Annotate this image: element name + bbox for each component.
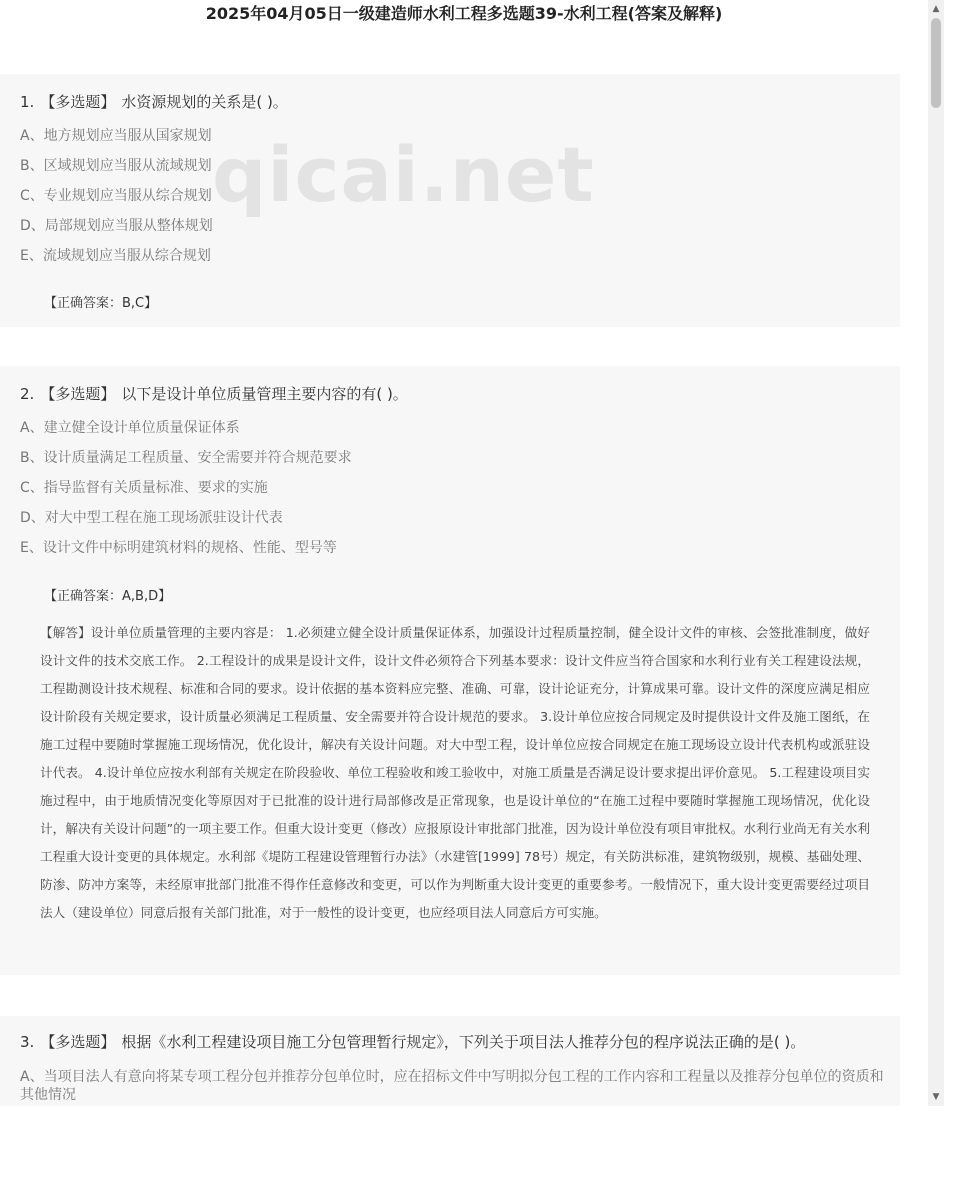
page-title: 2025年04月05日一级建造师水利工程多选题39-水利工程(答案及解释): [205, 4, 723, 23]
scrollbar-thumb[interactable]: [931, 18, 941, 108]
question-text: 以下是设计单位质量管理主要内容的有( )。: [121, 385, 408, 403]
option-b: B、设计质量满足工程质量、安全需要并符合规范要求: [20, 450, 352, 466]
question-card-2: [0, 366, 900, 975]
question-number: 3.: [20, 1033, 35, 1051]
option-c: C、专业规划应当服从综合规划: [20, 188, 212, 204]
question-type: 【多选题】: [40, 93, 116, 111]
question-number: 1.: [20, 93, 35, 111]
option-b: B、区域规划应当服从流域规划: [20, 158, 212, 174]
option-a: A、当项目法人有意向将某专项工程分包并推荐分包单位时，应在招标文件中写明拟分包工程的工作内容和工程量以及推荐分包单位的资质和其他情况: [20, 1069, 884, 1103]
correct-answer: 【正确答案：A,B,D】: [44, 589, 172, 604]
option-e: E、设计文件中标明建筑材料的规格、性能、型号等: [20, 540, 337, 556]
question-card-1: [0, 74, 900, 327]
option-d: D、对大中型工程在施工现场派驻设计代表: [20, 510, 283, 526]
scroll-up-arrow-icon[interactable]: ▲: [932, 4, 940, 14]
watermark: qicai.net: [212, 130, 595, 219]
option-e: E、流域规划应当服从综合规划: [20, 248, 211, 264]
question-type: 【多选题】: [40, 1033, 116, 1051]
option-a: A、建立健全设计单位质量保证体系: [20, 420, 240, 436]
option-d: D、局部规划应当服从整体规划: [20, 218, 213, 234]
question-text: 根据《水利工程建设项目施工分包管理暂行规定》，下列关于项目法人推荐分包的程序说法正确的是( )。: [121, 1033, 806, 1051]
correct-answer: 【正确答案：B,C】: [44, 296, 158, 311]
answer-explanation: 【解答】设计单位质量管理的主要内容是： 1.必须建立健全设计质量保证体系，加强设计过程质量控制，健全设计文件的审核、会签批准制度，做好设计文件的技术交底工作。 2.工程设计的成果是设计文件，设计文件必须符合下列基本要求：设计文件应当符合国家和水利行业有关工程建设法规，工程勘测设计技术规程、标准和合同的要求。设计依据的基本资料应完整、准确、可靠，设计论证充分，计算成果可靠。设计文件的深度应满足相应设计阶段有关规定要求，设计质量必须满足工程质量、安全需要并符合设计规范的要求。 3.设计单位应按合同规定及时提供设计文件及施工图纸，在施工过程中要随时掌握施工现场情况，优化设计，解决有关设计问题。对大中型工程，设计单位应按合同规定在施工现场设立设计代表机构或派驻设计代表。 4.设计单位应按水利部有关规定在阶段验收、单位工程验收和竣工验收中，对施工质量是否满足设计要求提出评价意见。 5.工程建设项目实施过程中，由于地质情况变化等原因对于已批准的设计进行局部修改是正常现象，也是设计单位的“在施工过程中要随时掌握施工现场情况，优化设计，解决有关设计问题”的一项主要工作。但重大设计变更（修改）应报原设计审批部门批准，因为设计单位没有项目审批权。水利行业尚无有关水利工程重大设计变更的具体规定。水利部《堤防工程建设管理暂行办法》（水建管[1999] 78号）规定，有关防洪标准，建筑物级别，规模、基础处理、防渗、防冲方案等，未经原审批部门批准不得作任意修改和变更，可以作为判断重大设计变更的重要参考。一般情况下，重大设计变更需要经过项目法人（建设单位）同意后报有关部门批准，对于一般性的设计变更，也应经项目法人同意后方可实施。: [40, 625, 870, 920]
question-number: 2.: [20, 385, 35, 403]
question-card-3: [0, 1016, 900, 1106]
scroll-down-arrow-icon[interactable]: ▼: [932, 1092, 940, 1102]
vertical-scrollbar[interactable]: [928, 0, 944, 1106]
option-a: A、地方规划应当服从国家规划: [20, 128, 212, 144]
option-c: C、指导监督有关质量标准、要求的实施: [20, 480, 268, 496]
question-title: [20, 92, 288, 112]
question-type: 【多选题】: [40, 385, 116, 403]
question-title: [20, 1032, 805, 1052]
question-title: [20, 384, 408, 404]
question-text: 水资源规划的关系是( )。: [121, 93, 288, 111]
